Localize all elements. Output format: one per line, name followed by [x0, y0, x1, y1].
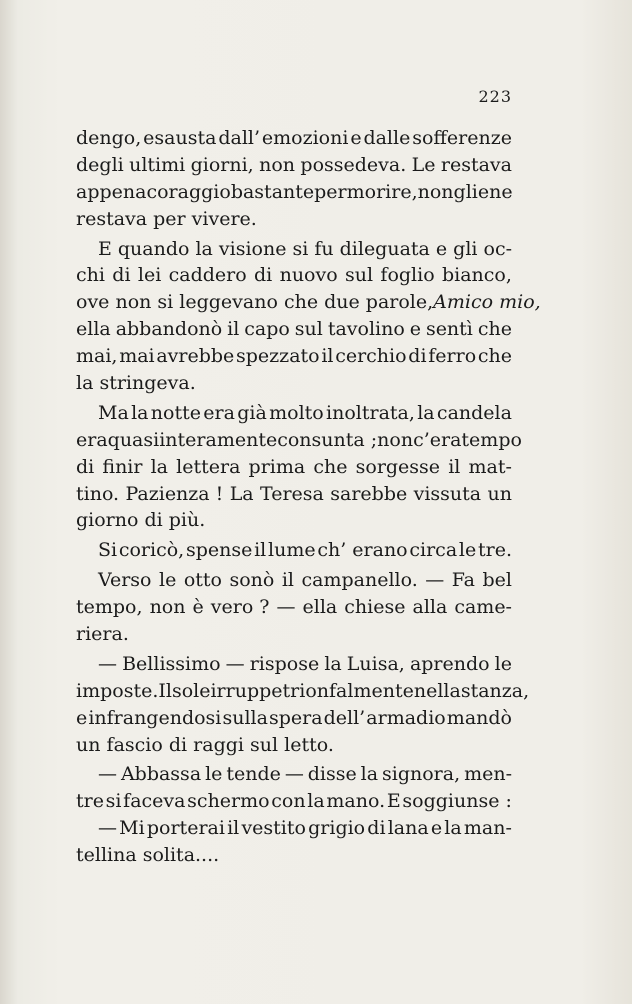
word: tellina solita....	[76, 844, 220, 867]
word: lume	[268, 539, 316, 562]
word: capo	[244, 318, 290, 341]
word: non	[259, 153, 296, 176]
word: si	[292, 237, 309, 260]
word: trionfalmente	[282, 679, 414, 702]
word: disse	[307, 763, 357, 786]
word: inoltrata,	[326, 401, 415, 424]
word: non	[417, 180, 454, 203]
word: abbandonò	[115, 318, 223, 341]
word: rispose	[249, 652, 320, 675]
word: sorgesse	[355, 455, 441, 478]
word: di	[112, 264, 131, 287]
word: vissuta	[413, 482, 482, 505]
word: le	[205, 763, 223, 786]
word: la	[444, 817, 462, 840]
word: le	[159, 569, 177, 592]
word: Il	[158, 679, 172, 702]
word: La	[229, 482, 254, 505]
word: ferro	[428, 345, 477, 368]
word: interamente	[159, 428, 278, 451]
word: Luisa,	[346, 652, 405, 675]
word: men-	[464, 763, 512, 786]
word: il	[448, 455, 461, 478]
word: Le	[411, 153, 436, 176]
word: chiese	[344, 596, 406, 619]
word: non	[377, 428, 414, 451]
word: Si	[98, 539, 118, 562]
word: visione	[218, 237, 287, 260]
text-line	[76, 507, 512, 534]
word: sul	[294, 318, 323, 341]
word: era	[203, 401, 235, 424]
text-line	[76, 705, 512, 732]
word: notte	[150, 401, 201, 424]
word: e	[76, 706, 88, 729]
word: giorno di più.	[76, 509, 206, 532]
word: schermo	[187, 790, 270, 813]
body-text	[76, 125, 541, 869]
word: tino.	[76, 482, 120, 505]
text-line	[76, 343, 512, 370]
word: infrangendosi	[88, 706, 222, 729]
word: quasi	[107, 428, 160, 451]
word: già	[237, 401, 267, 424]
word: tre.	[477, 539, 512, 562]
word: irruppe	[210, 679, 283, 702]
word: otto	[183, 569, 222, 592]
word: stanza,	[460, 679, 530, 702]
word: vero ?	[210, 596, 270, 619]
word: Verso	[98, 569, 152, 592]
word: il	[227, 318, 240, 341]
word: c’era	[413, 428, 462, 451]
text-line	[76, 732, 512, 759]
word: e	[350, 127, 362, 149]
text-line	[76, 815, 512, 842]
word: fu	[314, 237, 334, 260]
text-line	[76, 454, 512, 481]
text-line	[76, 427, 522, 454]
text-line	[76, 370, 512, 397]
word: ultimi	[129, 153, 186, 176]
word: ove non si leggevano che due parole,	[76, 291, 434, 314]
word: di	[254, 264, 273, 287]
word: è	[192, 596, 204, 619]
word: sofferenze	[412, 127, 512, 149]
text-line	[76, 842, 512, 869]
word: prima	[248, 455, 306, 478]
text-line	[76, 125, 512, 152]
word: la	[195, 237, 213, 260]
word: nella	[413, 679, 461, 702]
word: signora,	[382, 763, 461, 786]
text-line	[76, 481, 512, 508]
word: armadio	[366, 706, 446, 729]
word: coricò,	[118, 539, 185, 562]
text-line	[76, 537, 512, 564]
text-line	[76, 316, 512, 343]
word: lettera	[176, 455, 241, 478]
word: la	[131, 401, 149, 424]
word: raggi	[193, 733, 244, 756]
word: e	[435, 237, 448, 260]
text-line	[76, 400, 512, 427]
word: finir	[102, 455, 143, 478]
word: grigio	[308, 817, 366, 840]
text-line	[76, 262, 512, 289]
word: vestito	[241, 817, 306, 840]
word: sonò	[229, 569, 275, 592]
word: cerchio	[335, 345, 407, 368]
word: morire,	[346, 180, 418, 203]
word: dell’	[323, 706, 366, 729]
word: —	[98, 763, 117, 786]
word: lana	[387, 817, 429, 840]
word: candela	[436, 401, 512, 424]
word: circa	[409, 539, 458, 562]
word: sentì	[425, 318, 473, 341]
word: mai,	[76, 345, 118, 368]
word: avrebbe	[156, 345, 235, 368]
word: Teresa	[260, 482, 324, 505]
word: la	[307, 790, 325, 813]
word: lei	[137, 264, 162, 287]
word: nuovo	[279, 264, 338, 287]
word: fascio	[106, 733, 163, 756]
word: soggiunse :	[402, 790, 512, 813]
text-line	[76, 179, 512, 206]
word: degli	[76, 153, 124, 176]
word: consunta ;	[277, 428, 378, 451]
word: bel	[482, 569, 512, 592]
word: aprendo	[409, 652, 490, 675]
word: tre	[76, 790, 104, 813]
word: appena	[76, 180, 147, 203]
word: spense	[185, 539, 253, 562]
word: dileguata	[339, 237, 430, 260]
word: di	[367, 817, 386, 840]
text-line	[76, 651, 512, 678]
word: faceva	[123, 790, 186, 813]
word: —	[284, 763, 304, 786]
word: era	[76, 428, 108, 451]
word: la	[324, 652, 342, 675]
word: tempo	[461, 428, 522, 451]
word: e	[409, 318, 421, 341]
word: restava per vivere.	[76, 207, 257, 230]
word: che	[477, 318, 512, 341]
word: Ma	[98, 401, 129, 424]
word: bianco,	[441, 264, 512, 287]
word: si	[105, 790, 122, 813]
word: Bellissimo	[122, 652, 221, 675]
word: non	[149, 596, 186, 619]
text-line	[76, 236, 512, 263]
word: Pazienza !	[125, 482, 224, 505]
text-line	[76, 788, 512, 815]
word: quando	[117, 237, 190, 260]
word: ch’ erano	[317, 539, 408, 562]
word: sarebbe	[330, 482, 408, 505]
word: gli	[453, 237, 478, 260]
word: imposte.	[76, 679, 159, 702]
word: dall’	[218, 127, 261, 149]
word: tempo,	[76, 596, 143, 619]
word: le	[494, 652, 512, 675]
text-line	[76, 289, 541, 316]
text-line	[76, 621, 512, 648]
word: gliene	[453, 180, 513, 203]
word: dengo,	[76, 127, 142, 149]
word: mat-	[468, 455, 512, 478]
word: emozioni	[261, 127, 349, 149]
word: —	[425, 569, 445, 592]
word: E	[98, 237, 112, 260]
word: di	[408, 345, 427, 368]
text-line	[76, 206, 512, 233]
word: campanello.	[301, 569, 418, 592]
word: che	[477, 345, 512, 368]
word: E	[386, 790, 401, 813]
word: la	[360, 763, 379, 786]
word: di	[168, 733, 188, 756]
word: caddero	[168, 264, 247, 287]
word: foglio	[380, 264, 435, 287]
word: bastante	[230, 180, 315, 203]
word: —	[276, 596, 296, 619]
word: ella	[76, 318, 111, 341]
word: tende	[226, 763, 281, 786]
text-line	[76, 567, 512, 594]
word: un	[487, 482, 512, 505]
word: con	[271, 790, 306, 813]
word: restava	[440, 153, 512, 176]
word: molto	[269, 401, 324, 424]
word: sul	[345, 264, 374, 287]
word: man-	[463, 817, 512, 840]
word: dalle	[363, 127, 411, 149]
text-line	[76, 678, 530, 705]
word: il	[254, 539, 267, 562]
word: Abbassa	[120, 763, 202, 786]
word: il	[227, 817, 240, 840]
word: possedeva.	[300, 153, 407, 176]
word: spezzato	[236, 345, 320, 368]
word: di	[76, 455, 95, 478]
word: che	[313, 455, 348, 478]
text-line	[76, 594, 512, 621]
word: mano.	[326, 790, 386, 813]
word: sulla	[222, 706, 268, 729]
word: —	[98, 817, 117, 840]
word: le	[458, 539, 477, 562]
word: riera.	[76, 623, 129, 646]
word: Amico mio,	[433, 291, 541, 314]
word: la stringeva.	[76, 372, 196, 395]
page-number: 223	[478, 87, 512, 106]
word: per	[314, 180, 347, 203]
word: coraggio	[146, 180, 231, 203]
word: alla	[412, 596, 448, 619]
word: spera	[268, 706, 323, 729]
word: tavolino	[327, 318, 405, 341]
word: —	[98, 652, 117, 675]
word: sole	[171, 679, 211, 702]
word: Fa	[451, 569, 476, 592]
word: un	[76, 733, 101, 756]
word: il	[321, 345, 334, 368]
word: letto.	[284, 733, 334, 756]
word: e	[430, 817, 443, 840]
word: oc-	[483, 237, 512, 260]
word: chi	[76, 264, 105, 287]
text-line	[76, 152, 512, 179]
word: esausta	[143, 127, 217, 149]
word: mai	[119, 345, 155, 368]
text-line	[76, 761, 512, 788]
word: sul	[250, 733, 279, 756]
word: —	[225, 652, 245, 675]
word: il	[281, 569, 295, 592]
word: mandò	[446, 706, 512, 729]
word: porterai	[146, 817, 225, 840]
word: giorni,	[190, 153, 254, 176]
word: Mi	[119, 817, 145, 840]
word: ella	[302, 596, 338, 619]
word: la	[150, 455, 169, 478]
word: came-	[454, 596, 512, 619]
word: la	[417, 401, 435, 424]
